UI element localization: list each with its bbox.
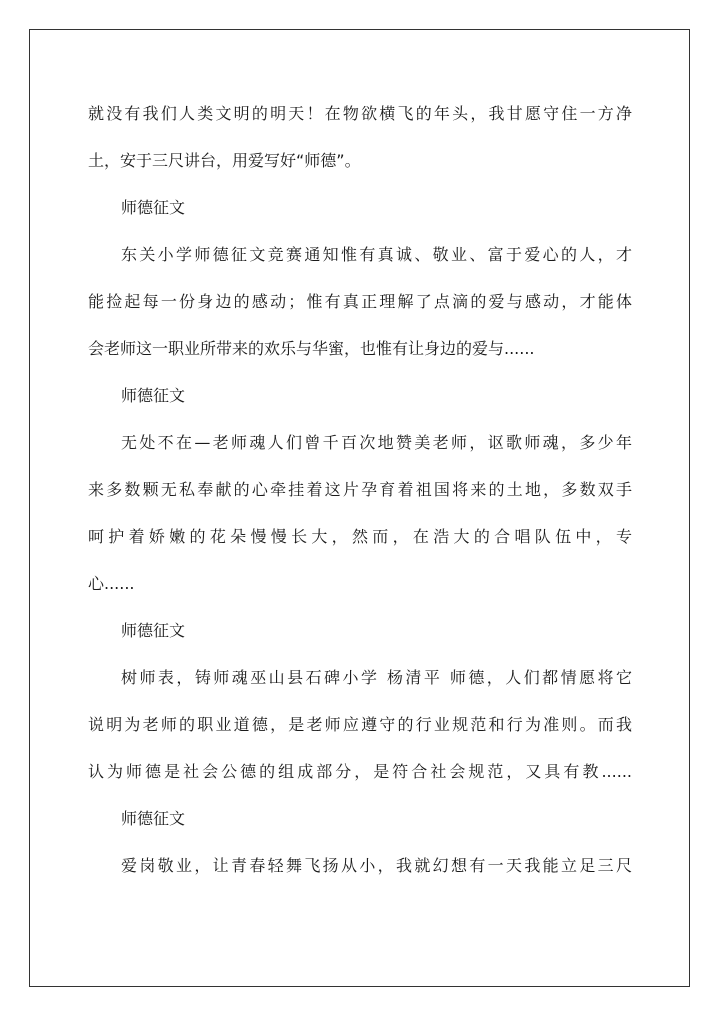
section-heading: 师德征文 (121, 621, 186, 640)
body-line: 爱岗敬业，让青春轻舞飞扬从小，我就幻想有一天我能立足三尺 (121, 856, 632, 875)
body-line: 土，安于三尺讲台，用爱写好“师德”。 (88, 151, 361, 170)
section-heading: 师德征文 (121, 809, 186, 828)
body-line: 会老师这一职业所带来的欢乐与华蜜，也惟有让身边的爱与...... (88, 339, 535, 358)
body-line: 无处不在—老师魂人们曾千百次地赞美老师，讴歌师魂，多少年 (121, 433, 632, 452)
section-heading: 师德征文 (121, 386, 186, 405)
body-line: 心...... (88, 574, 135, 593)
body-line: 来多数颗无私奉献的心牵挂着这片孕育着祖国将来的土地，多数双手 (88, 480, 632, 499)
section-heading: 师德征文 (121, 198, 186, 217)
body-line: 能捡起每一份身边的感动；惟有真正理解了点滴的爱与感动，才能体 (88, 292, 632, 311)
body-line: 就没有我们人类文明的明天！在物欲横飞的年头，我甘愿守住一方净 (88, 104, 632, 123)
body-line: 呵护着娇嫩的花朵慢慢长大，然而，在浩大的合唱队伍中，专 (88, 527, 632, 546)
body-line: 说明为老师的职业道德，是老师应遵守的行业规范和行为准则。而我 (88, 715, 632, 734)
document-body (88, 90, 632, 889)
body-line: 树师表，铸师魂巫山县石碑小学 杨清平 师德，人们都情愿将它 (121, 668, 632, 687)
body-line: 认为师德是社会公德的组成部分，是符合社会规范，又具有教...... (88, 762, 632, 781)
body-line: 东关小学师德征文竞赛通知惟有真诚、敬业、富于爱心的人，才 (121, 245, 632, 264)
